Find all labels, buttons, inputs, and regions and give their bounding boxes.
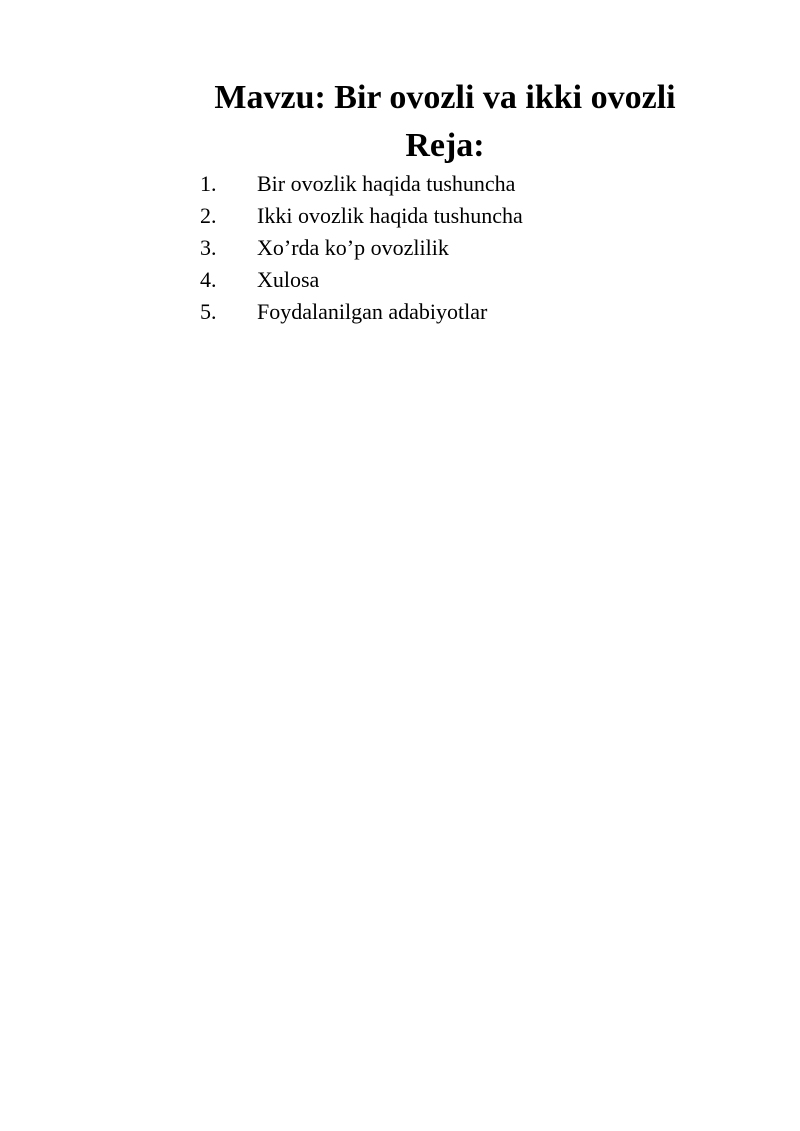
plan-item-text: Xulosa — [257, 267, 320, 292]
plan-item — [200, 168, 523, 200]
plan-heading: Reja: — [405, 127, 485, 164]
plan-item-text: Foydalanilgan adabiyotlar — [257, 299, 488, 324]
plan-item-number: 5. — [200, 299, 217, 324]
plan-item-number: 1. — [200, 171, 217, 196]
plan-item-text: Ikki ovozlik haqida tushuncha — [257, 203, 523, 228]
plan-item — [200, 232, 523, 264]
plan-item-text: Bir ovozlik haqida tushuncha — [257, 171, 516, 196]
plan-item — [200, 296, 523, 328]
plan-item-number: 2. — [200, 203, 217, 228]
plan-item-number: 3. — [200, 235, 217, 260]
plan-item-number: 4. — [200, 267, 217, 292]
plan-item-text: Xo’rda ko’p ovozlilik — [257, 235, 449, 260]
document-title: Mavzu: Bir ovozli va ikki ovozli — [214, 79, 676, 116]
plan-list — [200, 168, 523, 328]
plan-item — [200, 200, 523, 232]
plan-item — [200, 264, 523, 296]
